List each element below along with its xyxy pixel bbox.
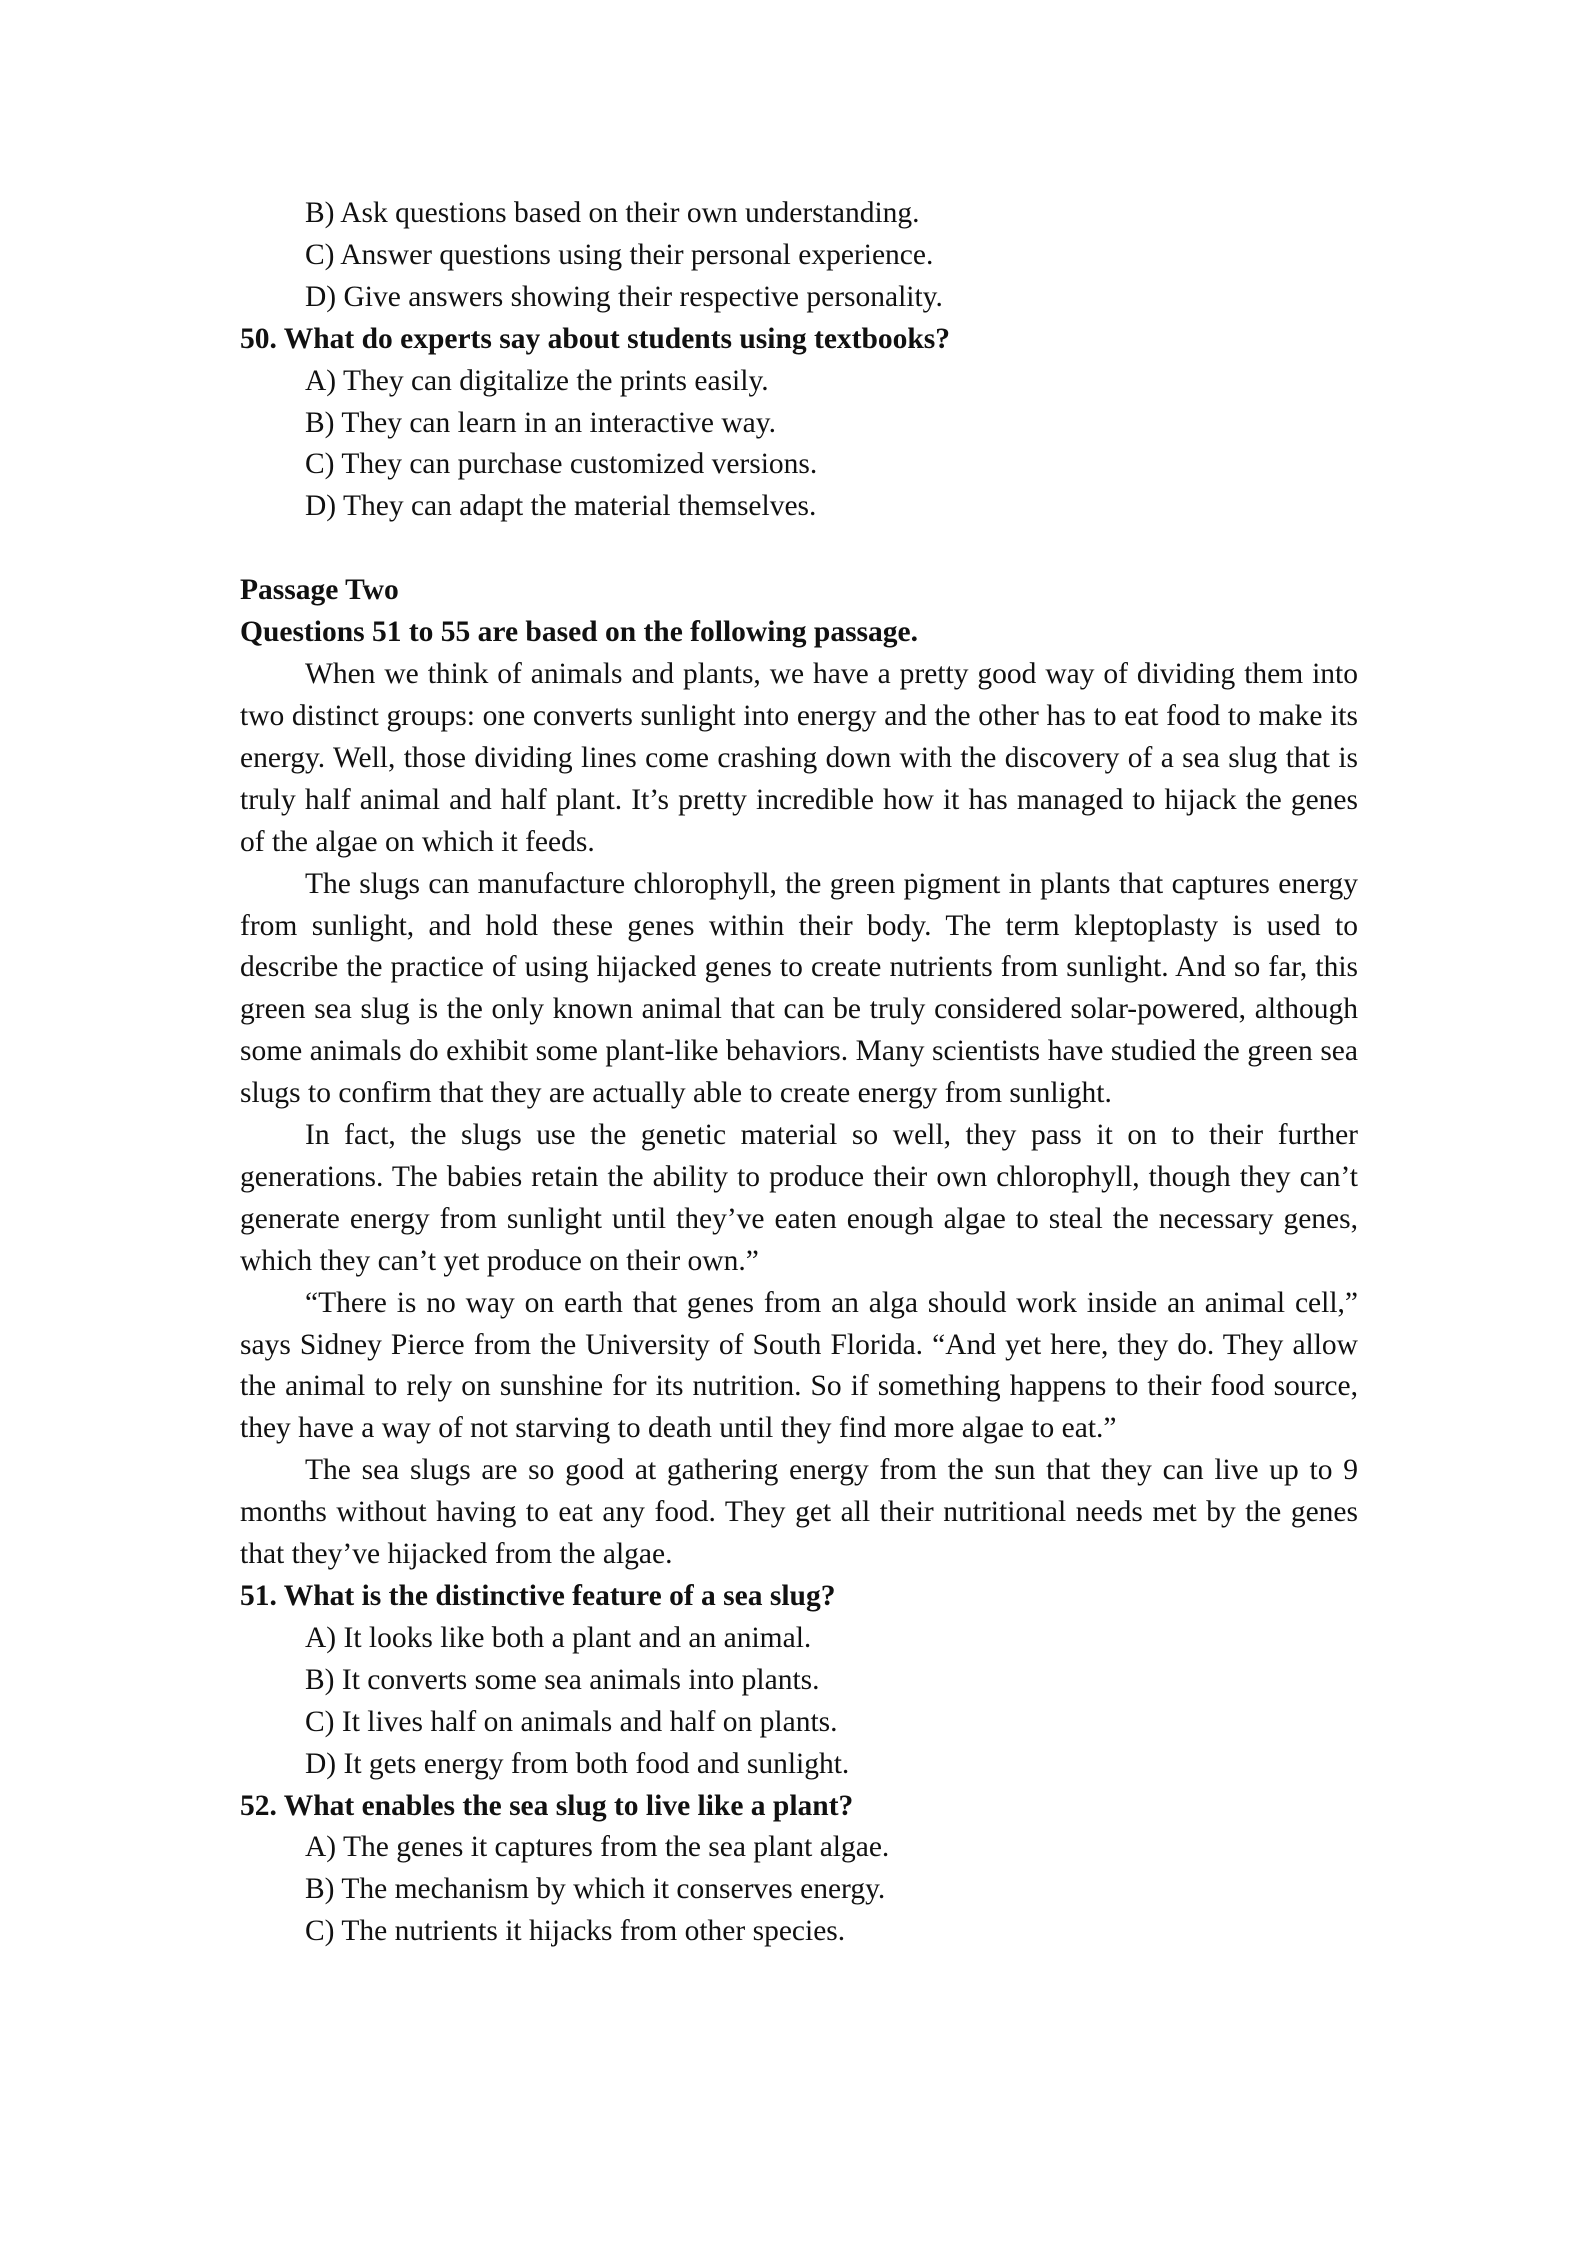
passage-paragraph-2: The slugs can manufacture chlorophyll, the green pigment in plants that captures energy from sunlight, and hold these genes within their body. The term kleptoplasty is used to describe the practice of using hijacked genes to create nutrients from sunlight. And so far, this green sea slug is the only known animal that can be truly considered solar-powered, although some animals do exhibit some plant-like behaviors. Many scientists have studied the green sea slugs to confirm that they are actually able to create energy from sunlight. <box>240 867 1358 1110</box>
q52-option-c: C) The nutrients it hijacks from other species. <box>305 1915 846 1948</box>
q51-option-c: C) It lives half on animals and half on plants. <box>305 1705 838 1738</box>
passage-paragraph-5: The sea slugs are so good at gathering energy from the sun that they can live up to 9 months without having to eat any food. They get all their nutritional needs met by the genes that they’ve hijacked from the algae. <box>240 1454 1358 1571</box>
q51-question: 51. What is the distinctive feature of a sea slug? <box>240 1580 836 1612</box>
q51-option-a: A) It looks like both a plant and an animal. <box>305 1621 812 1654</box>
q50-question: 50. What do experts say about students using textbooks? <box>240 322 951 355</box>
passage-paragraph-3: In fact, the slugs use the genetic material so well, they pass it on to their further generations. The babies retain the ability to produce their own chlorophyll, though they can’t generate energy from sunlight until they’ve eaten enough algae to steal the necessary genes, which they can’t yet produce on their own.” <box>240 1119 1358 1277</box>
q50-option-a: A) They can digitalize the prints easily. <box>305 364 769 397</box>
section-spacer <box>240 528 1358 570</box>
q50-option-c: C) They can purchase customized versions. <box>305 448 818 481</box>
q52-option-a: A) The genes it captures from the sea plant algae. <box>305 1831 890 1864</box>
q49-option-c: C) Answer questions using their personal experience. <box>305 238 934 271</box>
q49-option-d: D) Give answers showing their respective personality. <box>305 280 943 313</box>
passage-paragraph-1: When we think of animals and plants, we have a pretty good way of dividing them into two distinct groups: one converts sunlight into energy and the other has to eat food to make its energy. Well, those dividing lines come crashing down with the discovery of a sea slug that is truly half animal and half plant. It’s pretty incredible how it has managed to hijack the genes of the algae on which it feeds. <box>240 658 1358 858</box>
q51-option-b: B) It converts some sea animals into plants. <box>305 1663 820 1696</box>
q49-option-b: B) Ask questions based on their own understanding. <box>305 197 920 229</box>
passage-instruction: Questions 51 to 55 are based on the following passage. <box>240 616 919 649</box>
passage-title: Passage Two <box>240 574 399 607</box>
document-page <box>240 193 1358 1953</box>
q50-option-b: B) They can learn in an interactive way. <box>305 406 776 439</box>
q50-option-d: D) They can adapt the material themselves. <box>305 490 817 523</box>
q52-question: 52. What enables the sea slug to live like a plant? <box>240 1789 854 1822</box>
passage-paragraph-4: “There is no way on earth that genes from an alga should work inside an animal cell,” says Sidney Pierce from the University of South Florida. “And yet here, they do. They allow the animal to rely on sunshine for its nutrition. So if something happens to their food source, they have a way of not starving to death until they find more algae to eat.” <box>240 1286 1358 1445</box>
q51-option-d: D) It gets energy from both food and sunlight. <box>305 1747 850 1780</box>
q52-option-b: B) The mechanism by which it conserves energy. <box>305 1873 886 1906</box>
